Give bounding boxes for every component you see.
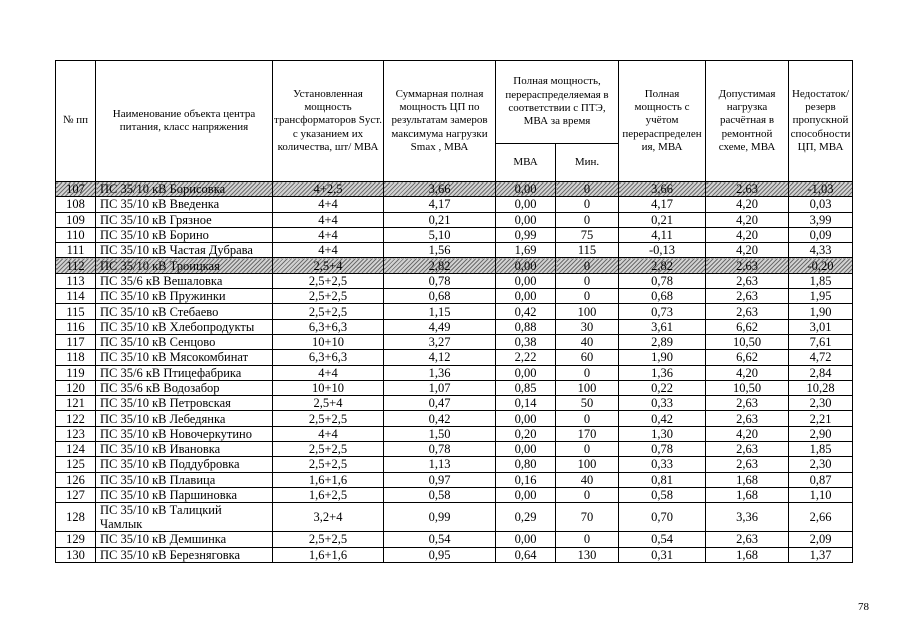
reserve-cell: 0,03 xyxy=(789,197,853,212)
installed-capacity-cell: 2,5+2,5 xyxy=(273,457,384,472)
header-row-number: № пп xyxy=(56,61,96,182)
reserve-cell: 2,09 xyxy=(789,532,853,547)
redistribution-time-cell: 40 xyxy=(556,472,619,487)
power-with-redistribution-cell: 1,90 xyxy=(619,350,706,365)
table-row xyxy=(56,547,853,562)
row-number-cell: 128 xyxy=(56,503,96,532)
redistribution-time-cell: 0 xyxy=(556,258,619,273)
reserve-cell: 0,09 xyxy=(789,227,853,242)
header-max-load: Суммарная полная мощность ЦП по результатам замеров максимума нагрузки Smax , МВА xyxy=(384,61,496,182)
installed-capacity-cell: 2,5+4 xyxy=(273,258,384,273)
max-load-cell: 1,13 xyxy=(384,457,496,472)
installed-capacity-cell: 2,5+2,5 xyxy=(273,442,384,457)
reserve-cell: 2,84 xyxy=(789,365,853,380)
table-row xyxy=(56,457,853,472)
installed-capacity-cell: 2,5+2,5 xyxy=(273,411,384,426)
row-number-cell: 117 xyxy=(56,334,96,349)
power-with-redistribution-cell: 4,11 xyxy=(619,227,706,242)
redistribution-time-cell: 100 xyxy=(556,380,619,395)
redistributed-mva-cell: 1,69 xyxy=(496,243,556,258)
table-row xyxy=(56,411,853,426)
redistributed-mva-cell: 0,85 xyxy=(496,380,556,395)
redistributed-mva-cell: 0,00 xyxy=(496,273,556,288)
max-load-cell: 0,68 xyxy=(384,289,496,304)
reserve-cell: 7,61 xyxy=(789,334,853,349)
substation-name-cell: ПС 35/6 кВ Птицефабрика xyxy=(96,365,273,380)
redistributed-mva-cell: 0,16 xyxy=(496,472,556,487)
table-row xyxy=(56,350,853,365)
max-load-cell: 1,56 xyxy=(384,243,496,258)
max-load-cell: 4,17 xyxy=(384,197,496,212)
redistributed-mva-cell: 0,88 xyxy=(496,319,556,334)
substation-name-cell: ПС 35/10 кВ Пружинки xyxy=(96,289,273,304)
reserve-cell: 10,28 xyxy=(789,380,853,395)
max-load-cell: 0,78 xyxy=(384,442,496,457)
header-row xyxy=(56,61,853,144)
installed-capacity-cell: 10+10 xyxy=(273,334,384,349)
row-number-cell: 118 xyxy=(56,350,96,365)
substation-name-cell: ПС 35/10 кВ Березняговка xyxy=(96,547,273,562)
allowable-load-cell: 4,20 xyxy=(706,212,789,227)
table-row xyxy=(56,212,853,227)
power-with-redistribution-cell: 2,89 xyxy=(619,334,706,349)
substation-name-cell: ПС 35/10 кВ Грязное xyxy=(96,212,273,227)
power-with-redistribution-cell: 0,73 xyxy=(619,304,706,319)
installed-capacity-cell: 4+2,5 xyxy=(273,182,384,197)
substation-name-cell: ПС 35/10 кВ Частая Дубрава xyxy=(96,243,273,258)
row-number-cell: 112 xyxy=(56,258,96,273)
row-number-cell: 130 xyxy=(56,547,96,562)
header-reserve: Недостаток/ резерв пропускной способности ЦП, МВА xyxy=(789,61,853,182)
max-load-cell: 4,12 xyxy=(384,350,496,365)
table-row xyxy=(56,487,853,502)
redistributed-mva-cell: 0,00 xyxy=(496,487,556,502)
redistributed-mva-cell: 0,20 xyxy=(496,426,556,441)
max-load-cell: 2,82 xyxy=(384,258,496,273)
substation-name-cell: ПС 35/10 кВ Борино xyxy=(96,227,273,242)
allowable-load-cell: 4,20 xyxy=(706,227,789,242)
redistributed-mva-cell: 0,42 xyxy=(496,304,556,319)
max-load-cell: 4,49 xyxy=(384,319,496,334)
power-with-redistribution-cell: 0,22 xyxy=(619,380,706,395)
allowable-load-cell: 4,20 xyxy=(706,365,789,380)
redistributed-mva-cell: 0,38 xyxy=(496,334,556,349)
allowable-load-cell: 4,20 xyxy=(706,197,789,212)
power-with-redistribution-cell: -0,13 xyxy=(619,243,706,258)
redistribution-time-cell: 0 xyxy=(556,289,619,304)
reserve-cell: 2,30 xyxy=(789,396,853,411)
row-number-cell: 109 xyxy=(56,212,96,227)
row-number-cell: 129 xyxy=(56,532,96,547)
header-redistributed-power: Полная мощность, перераспределяемая в соответствии с ПТЭ, МВА за время xyxy=(496,61,619,144)
substation-name-cell: ПС 35/10 кВ Мясокомбинат xyxy=(96,350,273,365)
row-number-cell: 113 xyxy=(56,273,96,288)
reserve-cell: 1,85 xyxy=(789,442,853,457)
header-substation-name: Наименование объекта центра питания, класс напряжения xyxy=(96,61,273,182)
row-number-cell: 107 xyxy=(56,182,96,197)
max-load-cell: 3,27 xyxy=(384,334,496,349)
max-load-cell: 5,10 xyxy=(384,227,496,242)
redistributed-mva-cell: 0,00 xyxy=(496,442,556,457)
table-row xyxy=(56,503,853,532)
installed-capacity-cell: 2,5+2,5 xyxy=(273,289,384,304)
substation-name-cell: ПС 35/10 кВ Демшинка xyxy=(96,532,273,547)
row-number-cell: 110 xyxy=(56,227,96,242)
row-number-cell: 111 xyxy=(56,243,96,258)
table-row xyxy=(56,289,853,304)
allowable-load-cell: 6,62 xyxy=(706,350,789,365)
power-with-redistribution-cell: 0,68 xyxy=(619,289,706,304)
redistributed-mva-cell: 0,00 xyxy=(496,365,556,380)
redistribution-time-cell: 0 xyxy=(556,487,619,502)
redistribution-time-cell: 130 xyxy=(556,547,619,562)
max-load-cell: 0,58 xyxy=(384,487,496,502)
power-with-redistribution-cell: 0,58 xyxy=(619,487,706,502)
row-number-cell: 123 xyxy=(56,426,96,441)
installed-capacity-cell: 2,5+2,5 xyxy=(273,273,384,288)
allowable-load-cell: 2,63 xyxy=(706,457,789,472)
substation-name-cell: ПС 35/10 кВ Новочеркутино xyxy=(96,426,273,441)
reserve-cell: 1,85 xyxy=(789,273,853,288)
redistributed-mva-cell: 0,14 xyxy=(496,396,556,411)
installed-capacity-cell: 2,5+4 xyxy=(273,396,384,411)
redistribution-time-cell: 0 xyxy=(556,411,619,426)
substation-capacity-table xyxy=(55,60,853,563)
substation-name-cell: ПС 35/10 кВ Стебаево xyxy=(96,304,273,319)
installed-capacity-cell: 4+4 xyxy=(273,243,384,258)
power-with-redistribution-cell: 3,61 xyxy=(619,319,706,334)
reserve-cell: 2,66 xyxy=(789,503,853,532)
substation-name-cell: ПС 35/6 кВ Водозабор xyxy=(96,380,273,395)
allowable-load-cell: 3,36 xyxy=(706,503,789,532)
substation-name-cell: ПС 35/10 кВ Ивановка xyxy=(96,442,273,457)
redistributed-mva-cell: 0,00 xyxy=(496,258,556,273)
max-load-cell: 0,99 xyxy=(384,503,496,532)
redistributed-mva-cell: 0,99 xyxy=(496,227,556,242)
allowable-load-cell: 2,63 xyxy=(706,258,789,273)
row-number-cell: 124 xyxy=(56,442,96,457)
power-with-redistribution-cell: 4,17 xyxy=(619,197,706,212)
power-with-redistribution-cell: 0,21 xyxy=(619,212,706,227)
allowable-load-cell: 1,68 xyxy=(706,547,789,562)
allowable-load-cell: 2,63 xyxy=(706,532,789,547)
reserve-cell: 2,90 xyxy=(789,426,853,441)
header-redistribution-time: Мин. xyxy=(556,144,619,182)
substation-name-cell: ПС 35/10 кВ Плавица xyxy=(96,472,273,487)
redistribution-time-cell: 100 xyxy=(556,457,619,472)
reserve-cell: 0,87 xyxy=(789,472,853,487)
allowable-load-cell: 10,50 xyxy=(706,334,789,349)
reserve-cell: 3,01 xyxy=(789,319,853,334)
redistributed-mva-cell: 0,00 xyxy=(496,411,556,426)
header-power-with-redistribution: Полная мощность с учётом перераспределения, МВА xyxy=(619,61,706,182)
redistribution-time-cell: 0 xyxy=(556,365,619,380)
redistribution-time-cell: 30 xyxy=(556,319,619,334)
row-number-cell: 108 xyxy=(56,197,96,212)
substation-name-cell: ПС 35/10 кВ Хлебопродукты xyxy=(96,319,273,334)
allowable-load-cell: 2,63 xyxy=(706,304,789,319)
allowable-load-cell: 10,50 xyxy=(706,380,789,395)
allowable-load-cell: 2,63 xyxy=(706,442,789,457)
table-row xyxy=(56,380,853,395)
table-row-highlighted xyxy=(56,258,853,273)
substation-name-cell: ПС 35/10 кВ Борисовка xyxy=(96,182,273,197)
header-redistributed-mva: МВА xyxy=(496,144,556,182)
power-with-redistribution-cell: 0,81 xyxy=(619,472,706,487)
substation-name-cell: ПС 35/10 кВ Петровская xyxy=(96,396,273,411)
redistribution-time-cell: 70 xyxy=(556,503,619,532)
redistribution-time-cell: 0 xyxy=(556,197,619,212)
reserve-cell: 2,30 xyxy=(789,457,853,472)
installed-capacity-cell: 4+4 xyxy=(273,227,384,242)
max-load-cell: 1,36 xyxy=(384,365,496,380)
installed-capacity-cell: 3,2+4 xyxy=(273,503,384,532)
substation-name-cell: ПС 35/6 кВ Вешаловка xyxy=(96,273,273,288)
table-row-highlighted xyxy=(56,182,853,197)
row-number-cell: 121 xyxy=(56,396,96,411)
table-row xyxy=(56,532,853,547)
redistributed-mva-cell: 0,29 xyxy=(496,503,556,532)
max-load-cell: 0,21 xyxy=(384,212,496,227)
substation-name-cell: ПС 35/10 кВ Троицкая xyxy=(96,258,273,273)
installed-capacity-cell: 1,6+1,6 xyxy=(273,547,384,562)
table-header xyxy=(56,61,853,182)
allowable-load-cell: 2,63 xyxy=(706,396,789,411)
redistribution-time-cell: 0 xyxy=(556,442,619,457)
redistribution-time-cell: 0 xyxy=(556,532,619,547)
table-row xyxy=(56,365,853,380)
redistributed-mva-cell: 0,00 xyxy=(496,532,556,547)
max-load-cell: 0,47 xyxy=(384,396,496,411)
installed-capacity-cell: 4+4 xyxy=(273,197,384,212)
reserve-cell: 1,10 xyxy=(789,487,853,502)
max-load-cell: 0,78 xyxy=(384,273,496,288)
max-load-cell: 1,50 xyxy=(384,426,496,441)
power-with-redistribution-cell: 2,82 xyxy=(619,258,706,273)
row-number-cell: 125 xyxy=(56,457,96,472)
reserve-cell: 2,21 xyxy=(789,411,853,426)
power-with-redistribution-cell: 0,42 xyxy=(619,411,706,426)
table-row xyxy=(56,273,853,288)
installed-capacity-cell: 10+10 xyxy=(273,380,384,395)
redistributed-mva-cell: 0,80 xyxy=(496,457,556,472)
installed-capacity-cell: 6,3+6,3 xyxy=(273,319,384,334)
table-body xyxy=(56,182,853,563)
max-load-cell: 0,95 xyxy=(384,547,496,562)
installed-capacity-cell: 4+4 xyxy=(273,212,384,227)
allowable-load-cell: 4,20 xyxy=(706,243,789,258)
redistributed-mva-cell: 0,00 xyxy=(496,182,556,197)
redistribution-time-cell: 0 xyxy=(556,182,619,197)
row-number-cell: 119 xyxy=(56,365,96,380)
power-with-redistribution-cell: 0,33 xyxy=(619,457,706,472)
installed-capacity-cell: 4+4 xyxy=(273,426,384,441)
substation-name-cell: ПС 35/10 кВ Введенка xyxy=(96,197,273,212)
substation-name-cell: ПС 35/10 кВ Талицкий Чамлык xyxy=(96,503,273,532)
reserve-cell: 4,72 xyxy=(789,350,853,365)
substation-name-cell: ПС 35/10 кВ Паршиновка xyxy=(96,487,273,502)
table-row xyxy=(56,442,853,457)
redistributed-mva-cell: 0,00 xyxy=(496,212,556,227)
row-number-cell: 122 xyxy=(56,411,96,426)
redistribution-time-cell: 170 xyxy=(556,426,619,441)
redistributed-mva-cell: 0,64 xyxy=(496,547,556,562)
redistribution-time-cell: 75 xyxy=(556,227,619,242)
table-row xyxy=(56,426,853,441)
substation-name-cell: ПС 35/10 кВ Лебедянка xyxy=(96,411,273,426)
table-row xyxy=(56,396,853,411)
header-allowable-load: Допустимая нагрузка расчётная в ремонтной схеме, МВА xyxy=(706,61,789,182)
allowable-load-cell: 1,68 xyxy=(706,487,789,502)
allowable-load-cell: 2,63 xyxy=(706,411,789,426)
redistribution-time-cell: 115 xyxy=(556,243,619,258)
table-row xyxy=(56,227,853,242)
redistributed-mva-cell: 2,22 xyxy=(496,350,556,365)
installed-capacity-cell: 1,6+2,5 xyxy=(273,487,384,502)
installed-capacity-cell: 6,3+6,3 xyxy=(273,350,384,365)
allowable-load-cell: 2,63 xyxy=(706,273,789,288)
table-row xyxy=(56,472,853,487)
redistribution-time-cell: 50 xyxy=(556,396,619,411)
redistribution-time-cell: 0 xyxy=(556,273,619,288)
reserve-cell: 4,33 xyxy=(789,243,853,258)
redistributed-mva-cell: 0,00 xyxy=(496,197,556,212)
max-load-cell: 0,54 xyxy=(384,532,496,547)
max-load-cell: 1,15 xyxy=(384,304,496,319)
redistribution-time-cell: 0 xyxy=(556,212,619,227)
row-number-cell: 126 xyxy=(56,472,96,487)
redistribution-time-cell: 100 xyxy=(556,304,619,319)
table-row xyxy=(56,197,853,212)
power-with-redistribution-cell: 3,66 xyxy=(619,182,706,197)
max-load-cell: 3,66 xyxy=(384,182,496,197)
power-with-redistribution-cell: 0,31 xyxy=(619,547,706,562)
power-with-redistribution-cell: 1,30 xyxy=(619,426,706,441)
redistributed-mva-cell: 0,00 xyxy=(496,289,556,304)
redistribution-time-cell: 60 xyxy=(556,350,619,365)
installed-capacity-cell: 1,6+1,6 xyxy=(273,472,384,487)
power-with-redistribution-cell: 0,54 xyxy=(619,532,706,547)
power-with-redistribution-cell: 0,78 xyxy=(619,273,706,288)
reserve-cell: -1,03 xyxy=(789,182,853,197)
substation-name-cell: ПС 35/10 кВ Сенцово xyxy=(96,334,273,349)
table-row xyxy=(56,243,853,258)
reserve-cell: 1,90 xyxy=(789,304,853,319)
power-with-redistribution-cell: 0,78 xyxy=(619,442,706,457)
installed-capacity-cell: 2,5+2,5 xyxy=(273,304,384,319)
max-load-cell: 0,42 xyxy=(384,411,496,426)
allowable-load-cell: 1,68 xyxy=(706,472,789,487)
allowable-load-cell: 2,63 xyxy=(706,182,789,197)
power-with-redistribution-cell: 1,36 xyxy=(619,365,706,380)
max-load-cell: 1,07 xyxy=(384,380,496,395)
row-number-cell: 115 xyxy=(56,304,96,319)
table-row xyxy=(56,334,853,349)
row-number-cell: 120 xyxy=(56,380,96,395)
header-installed-capacity: Установленная мощность трансформаторов Sуст. с указанием их количества, шт/ МВА xyxy=(273,61,384,182)
installed-capacity-cell: 4+4 xyxy=(273,365,384,380)
power-with-redistribution-cell: 0,70 xyxy=(619,503,706,532)
row-number-cell: 116 xyxy=(56,319,96,334)
row-number-cell: 127 xyxy=(56,487,96,502)
power-with-redistribution-cell: 0,33 xyxy=(619,396,706,411)
table-row xyxy=(56,319,853,334)
reserve-cell: 3,99 xyxy=(789,212,853,227)
substation-name-cell: ПС 35/10 кВ Поддубровка xyxy=(96,457,273,472)
allowable-load-cell: 6,62 xyxy=(706,319,789,334)
redistribution-time-cell: 40 xyxy=(556,334,619,349)
table-row xyxy=(56,304,853,319)
allowable-load-cell: 4,20 xyxy=(706,426,789,441)
row-number-cell: 114 xyxy=(56,289,96,304)
page-number: 78 xyxy=(858,601,869,613)
installed-capacity-cell: 2,5+2,5 xyxy=(273,532,384,547)
allowable-load-cell: 2,63 xyxy=(706,289,789,304)
max-load-cell: 0,97 xyxy=(384,472,496,487)
reserve-cell: -0,20 xyxy=(789,258,853,273)
reserve-cell: 1,95 xyxy=(789,289,853,304)
reserve-cell: 1,37 xyxy=(789,547,853,562)
